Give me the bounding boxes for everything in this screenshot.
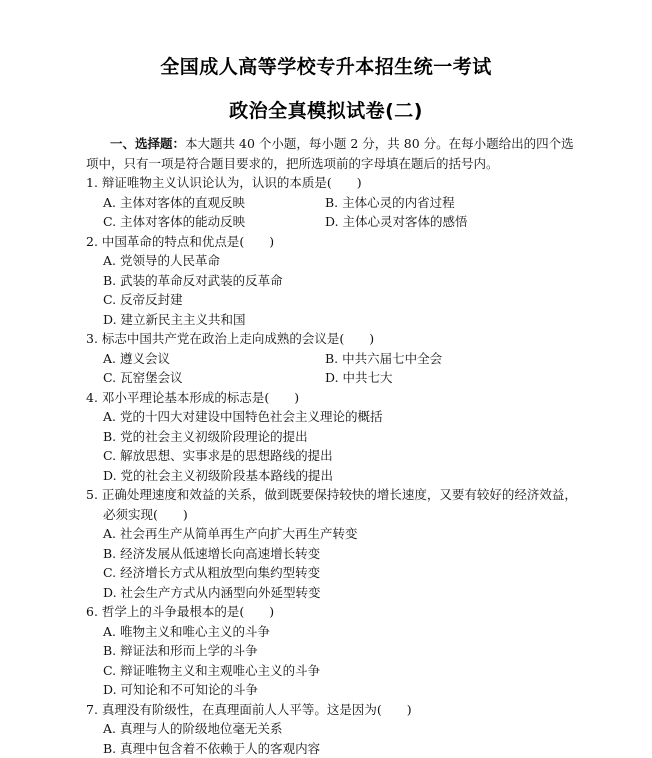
- question-stem: 2. 中国革命的特点和优点是( ): [86, 232, 576, 252]
- option-c: C. 瓦窑堡会议: [86, 368, 308, 388]
- question-stem: 6. 哲学上的斗争最根本的是( ): [86, 602, 576, 622]
- question-7: [86, 700, 576, 758]
- option-c: C. 反帝反封建: [86, 290, 183, 310]
- exam-subtitle: 政治全真模拟试卷(二): [0, 96, 652, 123]
- question-stem: 4. 邓小平理论基本形成的标志是( ): [86, 388, 576, 408]
- question-6: [86, 602, 576, 700]
- option-d: D. 主体心灵对客体的感悟: [308, 212, 530, 232]
- question-2: [86, 232, 576, 330]
- option-c: C. 解放思想、实事求是的思想路线的提出: [86, 446, 333, 466]
- option-a: A. 主体对客体的直观反映: [86, 193, 308, 213]
- option-a: A. 党的十四大对建设中国特色社会主义理论的概括: [86, 407, 382, 427]
- option-d: D. 建立新民主主义共和国: [86, 310, 246, 330]
- question-stem: 1. 辩证唯物主义认识论认为，认识的本质是( ): [86, 173, 576, 193]
- question-1: [86, 173, 576, 232]
- section-lead: 一、选择题：: [110, 136, 185, 151]
- exam-title: 全国成人高等学校专升本招生统一考试: [0, 52, 652, 79]
- section-text: 本大题共 40 个小题，每小题 2 分，共 80 分。在每小题给出的四个选项中，只有一项是符合题目要求的，把所选项前的字母填在题后的括号内。: [86, 136, 574, 171]
- option-d: D. 社会生产方式从内涵型向外延型转变: [86, 583, 321, 603]
- section-instructions: [86, 134, 576, 173]
- option-b: B. 主体心灵的内省过程: [308, 193, 530, 213]
- question-stem: 7. 真理没有阶级性，在真理面前人人平等。这是因为( ): [86, 700, 576, 720]
- question-stem: 3. 标志中国共产党在政治上走向成熟的会议是( ): [86, 329, 576, 349]
- option-a: A. 遵义会议: [86, 349, 308, 369]
- option-c: C. 经济增长方式从粗放型向集约型转变: [86, 563, 320, 583]
- option-b: B. 辩证法和形而上学的斗争: [86, 641, 258, 661]
- option-b: B. 经济发展从低速增长向高速增长转变: [86, 544, 320, 564]
- question-stem-continued: 必须实现( ): [86, 505, 576, 525]
- option-d: D. 可知论和不可知论的斗争: [86, 680, 258, 700]
- option-b: B. 中共六届七中全会: [308, 349, 530, 369]
- option-a: A. 唯物主义和唯心主义的斗争: [86, 622, 270, 642]
- question-4: [86, 388, 576, 486]
- option-a: A. 真理与人的阶级地位毫无关系: [86, 719, 282, 739]
- question-3: [86, 329, 576, 388]
- question-5: [86, 485, 576, 602]
- option-a: A. 党领导的人民革命: [86, 251, 220, 271]
- question-list: [86, 173, 576, 758]
- option-d: D. 党的社会主义初级阶段基本路线的提出: [86, 466, 333, 486]
- option-b: B. 党的社会主义初级阶段理论的提出: [86, 427, 308, 447]
- option-b: B. 真理中包含着不依赖于人的客观内容: [86, 739, 320, 758]
- question-stem: 5. 正确处理速度和效益的关系，做到既要保持较快的增长速度，又要有较好的经济效益，: [86, 485, 576, 505]
- option-a: A. 社会再生产从简单再生产向扩大再生产转变: [86, 524, 357, 544]
- option-b: B. 武装的革命反对武装的反革命: [86, 271, 283, 291]
- option-c: C. 主体对客体的能动反映: [86, 212, 308, 232]
- option-d: D. 中共七大: [308, 368, 530, 388]
- option-c: C. 辩证唯物主义和主观唯心主义的斗争: [86, 661, 320, 681]
